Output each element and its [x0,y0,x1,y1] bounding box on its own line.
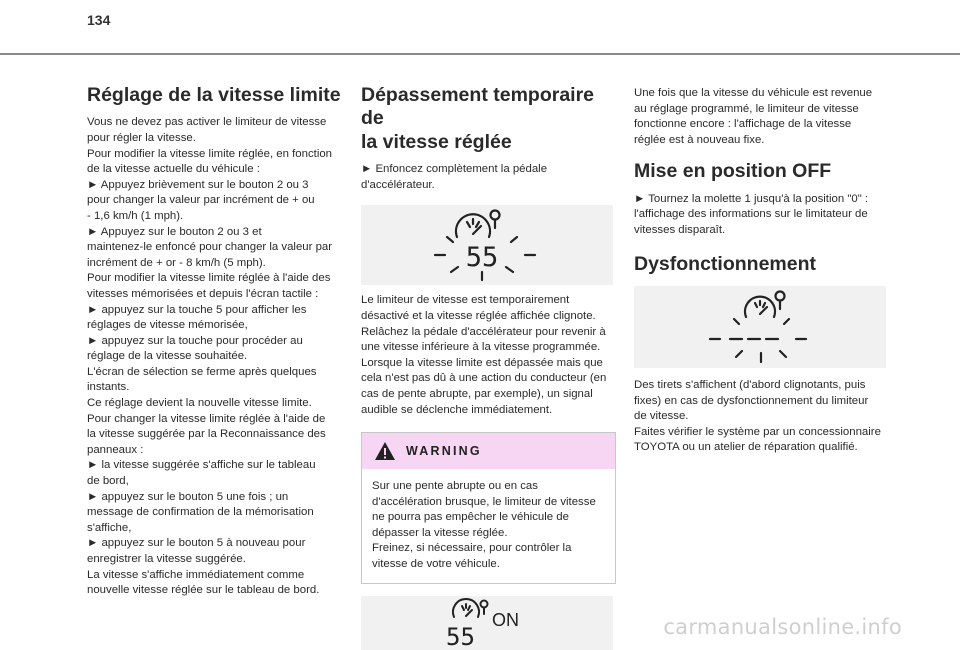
text-line: d'accélérateur. [361,178,435,191]
text-line: Sur une pente abrupte ou en cas [372,480,538,493]
limiter-status-on: ON [492,609,519,630]
malfunction-text [634,378,889,456]
text-line: Faites vérifier le système par un concessionnaire [634,425,881,438]
text-line: audible se déclenche immédiatement. [361,403,553,416]
text-line: panneaux : [87,443,144,456]
text-line: pour changer la valeur par incrément de + ou [87,194,315,207]
bullet-line: ► Appuyez brièvement sur le bouton 2 ou 3 [87,178,309,191]
column-off-and-fault [634,84,889,456]
title-line: la vitesse réglée [361,130,512,153]
warning-header [362,433,615,469]
text-line: incrément de + or - 8 km/h (5 mph). [87,256,266,269]
bullet-line: ► appuyez sur la touche pour procéder au [87,334,303,347]
column-speed-limit-setting [87,84,342,599]
text-line: pour régler la vitesse. [87,131,196,144]
warning-triangle-icon [374,441,396,461]
text-line: dépasser la vitesse réglée. [372,526,508,539]
text-line: vitesses mémorisées et depuis l'écran tactile : [87,287,319,300]
text-line: s'affiche, [87,521,132,534]
text-line: nouvelle vitesse réglée sur le tableau de bord. [87,584,320,597]
text-line: Vous ne devez pas activer le limiteur de vitesse [87,116,327,129]
text-line: message de confirmation de la mémorisation [87,506,314,519]
text-line: l'affichage des informations sur le limitateur de [634,208,868,221]
speed-display-on-illustration [361,596,613,650]
text-line: de vitesse. [634,410,689,423]
text-line: Pour modifier la vitesse limite réglée, en fonction [87,147,333,160]
display-digits: 55 [465,242,499,274]
text-line: fonctionne encore : l'affichage de la vitesse [634,118,852,131]
text-line: maintenez-le enfoncé pour changer la valeur par [87,241,333,254]
speed-limit-setting-text [87,115,342,598]
text-line: La vitesse s'affiche immédiatement comme [87,568,305,581]
section-title-speed-limit-setting: Réglage de la vitesse limite [87,84,341,106]
warning-label: WARNING [406,444,482,459]
text-line: la vitesse suggérée par la Reconnaissance des [87,428,326,441]
bullet-line: ► appuyez sur le bouton 5 une fois ; un [87,490,289,503]
text-line: de bord, [87,475,129,488]
text-line: réglages de vitesse mémorisée, [87,319,248,332]
text-line: - 1,6 km/h (1 mph). [87,209,184,222]
text-line: au réglage programmé, le limiteur de vitesse [634,102,859,115]
text-line: d'accélération brusque, le limiteur de vitesse [372,495,596,508]
text-line: ne pourra pas empêcher le véhicule de [372,511,569,524]
bullet-line: ► appuyez sur le bouton 5 à nouveau pour [87,537,306,550]
bullet-line: ► Enfoncez complètement la pédale [361,163,548,176]
bullet-line: ► appuyez sur la touche 5 pour afficher les [87,303,307,316]
speed-limiter-on-icon [432,598,542,648]
text-line: Ce réglage devient la nouvelle vitesse limite. [87,397,312,410]
override-body-text [361,293,616,418]
section-title-off-position: Mise en position OFF [634,160,832,183]
watermark: carmanualsonline.info [663,615,902,639]
text-line: réglée est à nouveau fixe. [634,133,765,146]
text-line: Freinez, si nécessaire, pour contrôler la [372,542,572,555]
text-line: Une fois que la vitesse du véhicule est revenue [634,87,873,99]
text-line: de la vitesse actuelle du véhicule : [87,163,260,176]
return-to-speed-text [634,86,889,148]
header-rule [0,53,960,55]
text-line: une vitesse inférieure à la vitesse programmée. [361,341,601,354]
text-line: vitesses disparaît. [634,223,726,236]
warning-body [362,469,615,583]
section-title-temporary-override [361,84,616,154]
title-line: Dépassement temporaire de [361,84,595,130]
text-line: cela n'est pas dû à une action du conducteur (en [361,372,607,385]
text-line: Pour changer la vitesse limite réglée à l'aide de [87,412,326,425]
text-line: enregistrer la vitesse suggérée. [87,553,246,566]
text-line: TOYOTA ou un atelier de réparation qualifié. [634,441,858,454]
limiter-fault-dashes-icon [700,287,820,367]
text-line: réglage de la vitesse souhaitée. [87,350,248,363]
text-line: fixes) en cas de dysfonctionnement du limiteur [634,394,869,407]
bullet-line: ► Tournez la molette 1 jusqu'à la position "0" : [634,192,869,205]
column-temporary-override [361,84,616,650]
display-digits: 55 [446,622,475,648]
text-line: Relâchez la pédale d'accélérateur pour revenir à [361,325,606,338]
text-line: L'écran de sélection se ferme après quelques [87,365,317,378]
flashing-speed-limiter-icon [427,206,547,284]
text-line: vitesse de votre véhicule. [372,558,500,571]
text-line: instants. [87,381,130,394]
speed-display-flashing-illustration [361,205,613,285]
bullet-line: ► la vitesse suggérée s'affiche sur le tableau [87,459,316,472]
text-line: Pour modifier la vitesse limite réglée à l'aide des [87,272,331,285]
fault-display-illustration [634,286,886,368]
page-number: 134 [87,12,111,28]
bullet-line: ► Appuyez sur le bouton 2 ou 3 et [87,225,262,238]
section-title-malfunction: Dysfonctionnement [634,252,817,275]
text-line: désactivé et la vitesse réglée affichée clignote. [361,309,596,322]
warning-box [361,432,616,584]
text-line: cas de pente abrupte, par exemple), un signal [361,387,593,400]
text-line: Le limiteur de vitesse est temporairement [361,294,570,307]
text-line: Des tirets s'affichent (d'abord clignotants, puis [634,378,866,391]
text-line: Lorsque la vitesse limite est dépassée mais que [361,356,603,369]
